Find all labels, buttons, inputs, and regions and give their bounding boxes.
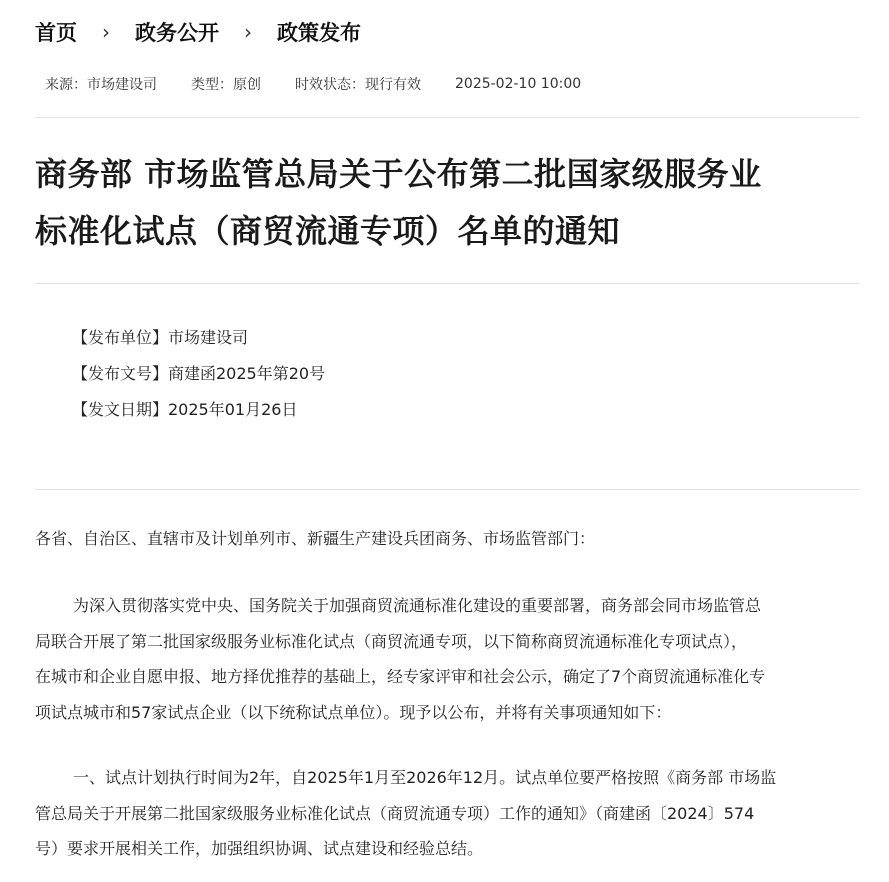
divider xyxy=(35,489,860,490)
breadcrumb-home-link[interactable]: 首页 xyxy=(35,21,77,45)
info-doc-number: 【发布文号】商建函2025年第20号 xyxy=(72,364,326,383)
article-title-line: 商务部 市场监管总局关于公布第二批国家级服务业 xyxy=(35,155,762,193)
meta-status: 时效状态：现行有效 xyxy=(295,77,421,93)
paragraph-2 xyxy=(35,760,861,867)
paragraph-line: 一、试点计划执行时间为2年，自2025年1月至2026年12月。试点单位要严格按照《商务部 市场监 xyxy=(73,768,777,787)
breadcrumb-gov-affairs-link[interactable]: 政务公开 xyxy=(135,21,219,45)
breadcrumb xyxy=(35,14,361,50)
article-meta xyxy=(45,72,581,96)
divider xyxy=(35,117,860,118)
info-publisher: 【发布单位】市场建设司 xyxy=(72,328,249,347)
info-issue-date: 【发文日期】2025年01月26日 xyxy=(72,400,298,419)
meta-type: 类型：原创 xyxy=(191,77,261,93)
chevron-right-icon: › xyxy=(244,20,252,44)
paragraph-line: 为深入贯彻落实党中央、国务院关于加强商贸流通标准化建设的重要部署，商务部会同市场监管总 xyxy=(73,596,762,615)
document-info xyxy=(72,320,325,428)
paragraph-1 xyxy=(35,588,861,730)
paragraph-line: 在城市和企业自愿申报、地方择优推荐的基础上，经专家评审和社会公示，确定了7个商贸流通标准化专 xyxy=(35,667,766,686)
meta-datetime: 2025-02-10 10:00 xyxy=(455,76,582,92)
paragraph-line: 号）要求开展相关工作，加强组织协调、试点建设和经验总结。 xyxy=(35,839,484,858)
divider xyxy=(35,283,860,284)
meta-source: 来源：市场建设司 xyxy=(45,77,157,93)
salutation: 各省、自治区、直辖市及计划单列市、新疆生产建设兵团商务、市场监管部门： xyxy=(35,529,596,548)
paragraph-line: 局联合开展了第二批国家级服务业标准化试点（商贸流通专项，以下简称商贸流通标准化专项试点）， xyxy=(35,631,748,651)
paragraph-line: 管总局关于开展第二批国家级服务业标准化试点（商贸流通专项）工作的通知》（商建函〔2024〕574 xyxy=(35,803,755,823)
breadcrumb-policy-release-link[interactable]: 政策发布 xyxy=(277,21,361,45)
chevron-right-icon: › xyxy=(102,20,110,44)
article-title-line: 标准化试点（商贸流通专项）名单的通知 xyxy=(35,212,621,250)
paragraph-line: 项试点城市和57家试点企业（以下统称试点单位）。现予以公布，并将有关事项通知如下： xyxy=(35,702,672,722)
article-title xyxy=(35,146,865,260)
